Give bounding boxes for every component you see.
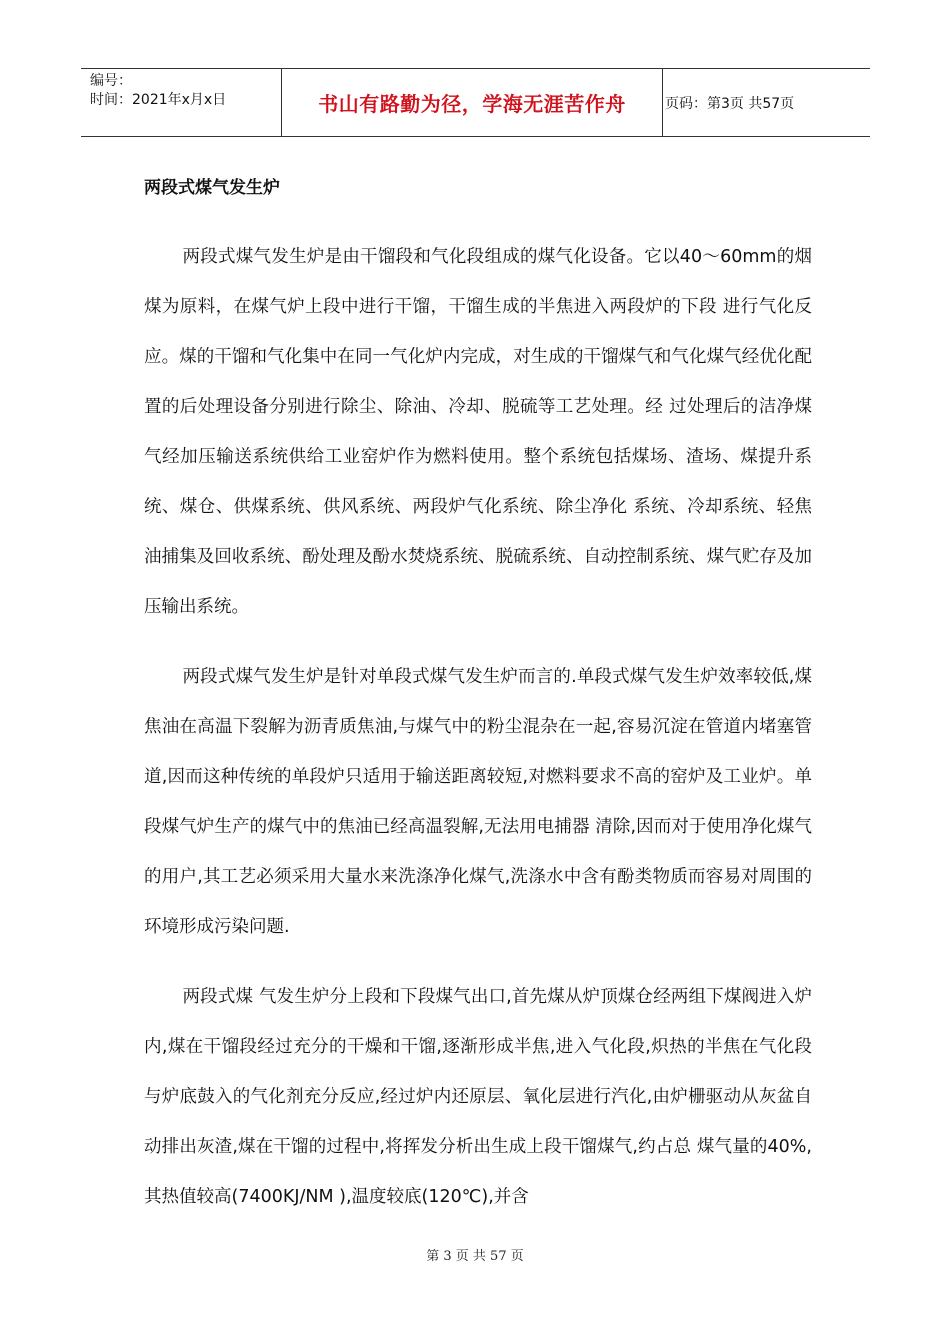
paragraph-1: 两段式煤气发生炉是由干馏段和气化段组成的煤气化设备。它以40～60mm的烟煤为原料，在煤气炉上段中进行干馏，干馏生成的半焦进入两段炉的下段 进行气化反应。煤的干馏和气化集中在同一气化炉内完成，对生成的干馏煤气和气化煤气经优化配置的后处理设备分别进行除尘、除油、冷却、脱硫等工艺处理。经 过处理后的洁净煤气经加压输送系统供给工业窑炉作为燃料使用。整个系统包括煤场、渣场、煤提升系统、煤仓、供煤系统、供风系统、两段炉气化系统、除尘净化 系统、冷却系统、轻焦油捕集及回收系统、酚处理及酚水焚烧系统、脱硫系统、自动控制系统、煤气贮存及加压输出系统。: [144, 247, 812, 617]
page-info: 页码：第3页 共57页: [665, 95, 795, 112]
motto-cell: [282, 69, 663, 136]
paragraph-1-block: [144, 232, 812, 632]
document-title: 两段式煤气发生炉: [144, 178, 280, 198]
paragraph-2-block: [144, 652, 812, 952]
page-footer: 第 3 页 共 57 页: [426, 1249, 524, 1264]
header-info-cell: [81, 69, 282, 136]
page-info-cell: [663, 69, 870, 136]
number-label: 编号：: [90, 73, 132, 89]
page-header: [81, 68, 870, 137]
time-label: 时间：2021年x月x日: [90, 92, 227, 108]
paragraph-2: 两段式煤气发生炉是针对单段式煤气发生炉而言的.单段式煤气发生炉效率较低,煤焦油在高温下裂解为沥青质焦油,与煤气中的粉尘混杂在一起,容易沉淀在管道内堵塞管道,因而这种传统的单段炉只适用于输送距离较短,对燃料要求不高的窑炉及工业炉。单段煤气炉生产的煤气中的焦油已经高温裂解,无法用电捕器 清除,因而对于使用净化煤气的用户,其工艺必须采用大量水来洗涤净化煤气,洗涤水中含有酚类物质而容易对周围的环境形成污染问题.: [144, 667, 812, 937]
motto-text: 书山有路勤为径，学海无涯苦作舟: [318, 92, 626, 116]
paragraph-3: 两段式煤 气发生炉分上段和下段煤气出口,首先煤从炉顶煤仓经两组下煤阀进入炉内,煤在干馏段经过充分的干燥和干馏,逐渐形成半焦,进入气化段,炽热的半焦在气化段 与炉底鼓入的气化剂充分反应,经过炉内还原层、氧化层进行汽化,由炉栅驱动从灰盆自动排出灰渣,煤在干馏的过程中,将挥发分析出生成上段干馏煤气,约占总 煤气量的40%,其热值较高(7400KJ/NM ),温度较底(120℃),并含: [144, 987, 812, 1207]
paragraph-3-block: [144, 972, 812, 1222]
